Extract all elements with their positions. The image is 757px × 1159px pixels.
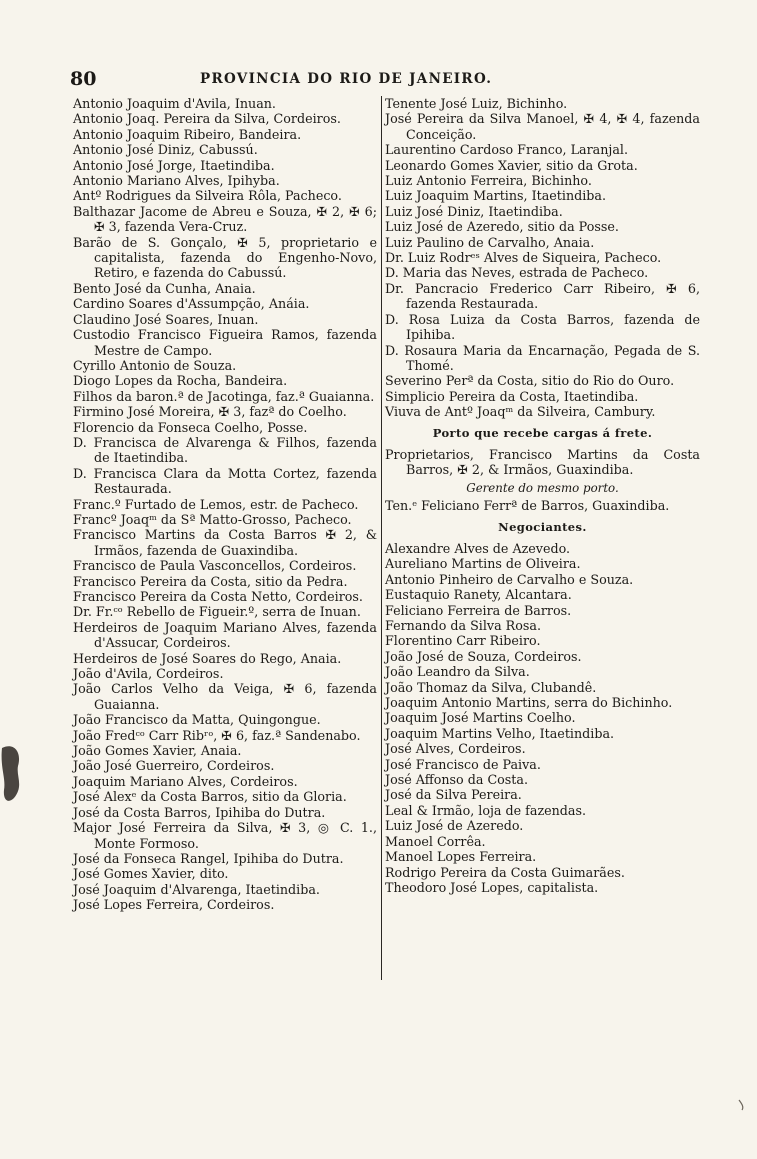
directory-entry: Filhos da baron.ª de Jacotinga, faz.ª Guaianna. bbox=[73, 388, 375, 404]
directory-entry: Custodio Francisco Figueira Ramos, fazenda Mestre de Campo. bbox=[73, 327, 377, 358]
proprietors-list-continued bbox=[385, 96, 700, 420]
directory-entry: Franc.º Furtado de Lemos, estr. de Pacheco. bbox=[73, 496, 359, 512]
directory-entry: Dr. Luiz Rodrᵉˢ Alves de Siqueira, Pacheco. bbox=[385, 250, 662, 266]
merchant-entry: Theodoro José Lopes, capitalista. bbox=[385, 879, 599, 895]
merchant-entry: Rodrigo Pereira da Costa Guimarães. bbox=[385, 864, 625, 880]
directory-entry: Herdeiros de José Soares do Rego, Anaia. bbox=[73, 650, 342, 666]
directory-entry: D. Francisca Clara da Motta Cortez, fazenda Restaurada. bbox=[73, 465, 377, 497]
directory-entry: Herdeiros de Joaquim Mariano Alves, fazenda d'Assucar, Cordeiros. bbox=[73, 619, 377, 651]
directory-entry: Antonio Mariano Alves, Ipihyba. bbox=[73, 173, 280, 189]
directory-entry: Luiz Paulino de Carvalho, Anaia. bbox=[385, 234, 595, 250]
directory-entry: Cardino Soares d'Assumpção, Anáia. bbox=[73, 296, 310, 312]
directory-entry: Barão de S. Gonçalo, ✠ 5, proprietario e capitalista, fazenda do Engenho-Novo, Retiro, e fazenda do Cabussú. bbox=[73, 234, 377, 281]
directory-entry: D. Maria das Neves, estrada de Pacheco. bbox=[385, 265, 649, 281]
column-divider bbox=[381, 96, 382, 980]
merchant-entry: Joaquim Martins Velho, Itaetindiba. bbox=[385, 725, 615, 741]
port-heading: Porto que recebe cargas á frete. bbox=[432, 425, 653, 440]
merchant-entry: José Francisco de Paiva. bbox=[385, 756, 541, 772]
directory-entry: Antonio Joaquim d'Avila, Inuan. bbox=[73, 96, 276, 111]
directory-entry: Claudino José Soares, Inuan. bbox=[73, 311, 259, 327]
merchants-heading: Negociantes. bbox=[498, 519, 587, 534]
merchant-entry: João Thomaz da Silva, Clubandê. bbox=[385, 679, 597, 695]
merchant-entry: Leal & Irmão, loja de fazendas. bbox=[385, 802, 587, 818]
directory-entry: D. Rosaura Maria da Encarnação, Pegada de S. Thomé. bbox=[385, 342, 700, 373]
directory-entry: Florencio da Fonseca Coelho, Posse. bbox=[73, 419, 308, 435]
directory-entry: Luiz Antonio Ferreira, Bichinho. bbox=[385, 173, 592, 189]
directory-entry: Leonardo Gomes Xavier, sitio da Grota. bbox=[385, 157, 638, 173]
merchant-entry: José da Silva Pereira. bbox=[385, 787, 522, 803]
directory-entry: Joaquim Mariano Alves, Cordeiros. bbox=[73, 773, 298, 789]
directory-entry: Antonio Joaquim Ribeiro, Bandeira. bbox=[73, 126, 302, 142]
directory-entry: Antonio José Diniz, Cabussú. bbox=[73, 142, 258, 158]
directory-entry: Dr. Pancracio Frederico Carr Ribeiro, ✠ 6, fazenda Restaurada. bbox=[385, 280, 700, 312]
directory-entry: D. Francisca de Alvarenga & Filhos, fazenda de Itaetindiba. bbox=[73, 434, 377, 466]
directory-entry: Antonio José Jorge, Itaetindiba. bbox=[73, 157, 275, 173]
merchant-entry: Luiz José de Azeredo. bbox=[385, 818, 524, 834]
page-number: 80 bbox=[70, 68, 97, 90]
port-entry: Proprietarios, Francisco Martins da Costa Barros, ✠ 2, & Irmãos, Guaxindiba. bbox=[385, 446, 700, 478]
directory-entry: Luiz José de Azeredo, sitio da Posse. bbox=[385, 219, 619, 235]
manager-entry: Ten.ᵉ Feliciano Ferrª de Barros, Guaxindiba. bbox=[385, 498, 670, 514]
directory-entry: José Lopes Ferreira, Cordeiros. bbox=[73, 897, 275, 913]
directory-entry: José da Costa Barros, Ipihiba do Dutra. bbox=[73, 804, 326, 820]
directory-entry: José Gomes Xavier, dito. bbox=[73, 866, 229, 882]
page-header bbox=[70, 68, 582, 90]
directory-entry: Cyrillo Antonio de Souza. bbox=[73, 357, 237, 373]
directory-entry: Tenente José Luiz, Bichinho. bbox=[385, 96, 568, 111]
merchant-entry: João José de Souza, Cordeiros. bbox=[385, 648, 582, 664]
directory-entry: Francisco Martins da Costa Barros ✠ 2, & Irmãos, fazenda de Guaxindiba. bbox=[73, 527, 377, 558]
directory-entry: Bento José da Cunha, Anaia. bbox=[73, 280, 256, 296]
directory-entry: Antº Rodrigues da Silveira Rôla, Pacheco. bbox=[73, 188, 342, 204]
directory-entry: Viuva de Antº Joaqᵐ da Silveira, Cambury. bbox=[385, 404, 656, 420]
directory-entry: José Joaquim d'Alvarenga, Itaetindiba. bbox=[73, 881, 320, 897]
merchant-entry: Antonio Pinheiro de Carvalho e Souza. bbox=[385, 571, 634, 587]
merchant-entry: Aureliano Martins de Oliveira. bbox=[385, 556, 581, 572]
directory-entry: Luiz José Diniz, Itaetindiba. bbox=[385, 203, 563, 219]
directory-entry: Major José Ferreira da Silva, ✠ 3, ◎ C. 1., Monte Formoso. bbox=[73, 820, 377, 851]
left-column bbox=[73, 96, 377, 913]
merchant-entry: Florentino Carr Ribeiro. bbox=[385, 633, 541, 649]
merchant-entry: Manoel Corrêa. bbox=[385, 833, 486, 849]
directory-entry: João Gomes Xavier, Anaia. bbox=[73, 743, 242, 759]
directory-entry: João Francisco da Matta, Quingongue. bbox=[73, 712, 321, 728]
directory-entry: Francisco Pereira da Costa, sitio da Pedra. bbox=[73, 573, 348, 589]
merchant-entry: José Affonso da Costa. bbox=[385, 772, 528, 788]
directory-entry: Francº Joaqᵐ da Sª Matto-Grosso, Pacheco. bbox=[73, 511, 352, 527]
directory-entry: Laurentino Cardoso Franco, Laranjal. bbox=[385, 142, 628, 158]
merchant-entry: Manoel Lopes Ferreira. bbox=[385, 849, 537, 865]
merchant-entry: Fernando da Silva Rosa. bbox=[385, 618, 541, 633]
directory-entry: Simplicio Pereira da Costa, Itaetindiba. bbox=[385, 388, 639, 404]
port-list bbox=[385, 447, 700, 478]
manager-heading: Gerente do mesmo porto. bbox=[466, 480, 619, 495]
directory-entry: Firmino José Moreira, ✠ 3, fazª do Coelho. bbox=[73, 404, 347, 420]
directory-entry: Francisco Pereira da Costa Netto, Cordeiros. bbox=[73, 589, 363, 604]
directory-entry: Dr. Fr.ᶜᵒ Rebello de Figueir.º, serra de Inuan. bbox=[73, 604, 361, 620]
directory-entry: João Fredᶜᵒ Carr Ribʳᵒ, ✠ 6, faz.ª Sandenabo. bbox=[73, 727, 361, 743]
directory-entry: Antonio Joaq. Pereira da Silva, Cordeiros. bbox=[73, 111, 341, 127]
directory-entry: Diogo Lopes da Rocha, Bandeira. bbox=[73, 373, 288, 389]
merchant-entry: Eustaquio Ranety, Alcantara. bbox=[385, 587, 572, 603]
merchant-entry: Feliciano Ferreira de Barros. bbox=[385, 602, 572, 618]
directory-entry: João José Guerreiro, Cordeiros. bbox=[73, 758, 275, 774]
merchant-entry: João Leandro da Silva. bbox=[385, 664, 530, 680]
directory-entry: José da Fonseca Rangel, Ipihiba do Dutra. bbox=[73, 850, 344, 866]
merchant-entry: Joaquim Antonio Martins, serra do Bichinho. bbox=[385, 695, 673, 711]
directory-entry: Francisco de Paula Vasconcellos, Cordeiros. bbox=[73, 558, 357, 574]
directory-entry: José Pereira da Silva Manoel, ✠ 4, ✠ 4, fazenda Conceição. bbox=[385, 111, 700, 142]
margin-stain-mark bbox=[0, 738, 26, 808]
manager-list bbox=[385, 498, 700, 513]
directory-entry: João d'Avila, Cordeiros. bbox=[73, 666, 224, 682]
merchant-entry: Alexandre Alves de Azevedo. bbox=[385, 540, 571, 556]
merchant-entry: José Alves, Cordeiros. bbox=[385, 741, 526, 757]
running-title: PROVINCIA DO RIO DE JANEIRO. bbox=[200, 71, 493, 87]
merchant-entry: Joaquim José Martins Coelho. bbox=[385, 710, 576, 726]
directory-entry: Severino Perª da Costa, sitio do Rio do Ouro. bbox=[385, 373, 675, 389]
right-column bbox=[385, 96, 700, 895]
directory-entry: D. Rosa Luiza da Costa Barros, fazenda de Ipihiba. bbox=[385, 311, 700, 343]
margin-speck-mark bbox=[736, 1098, 748, 1112]
directory-entry: Luiz Joaquim Martins, Itaetindiba. bbox=[385, 188, 607, 204]
merchants-list bbox=[385, 541, 700, 895]
directory-entry: José Alexᵉ da Costa Barros, sitio da Gloria. bbox=[73, 789, 347, 805]
directory-entry: Balthazar Jacome de Abreu e Souza, ✠ 2, ✠ 6; ✠ 3, fazenda Vera-Cruz. bbox=[73, 203, 377, 235]
directory-entry: João Carlos Velho da Veiga, ✠ 6, fazenda Guaianna. bbox=[73, 681, 377, 712]
